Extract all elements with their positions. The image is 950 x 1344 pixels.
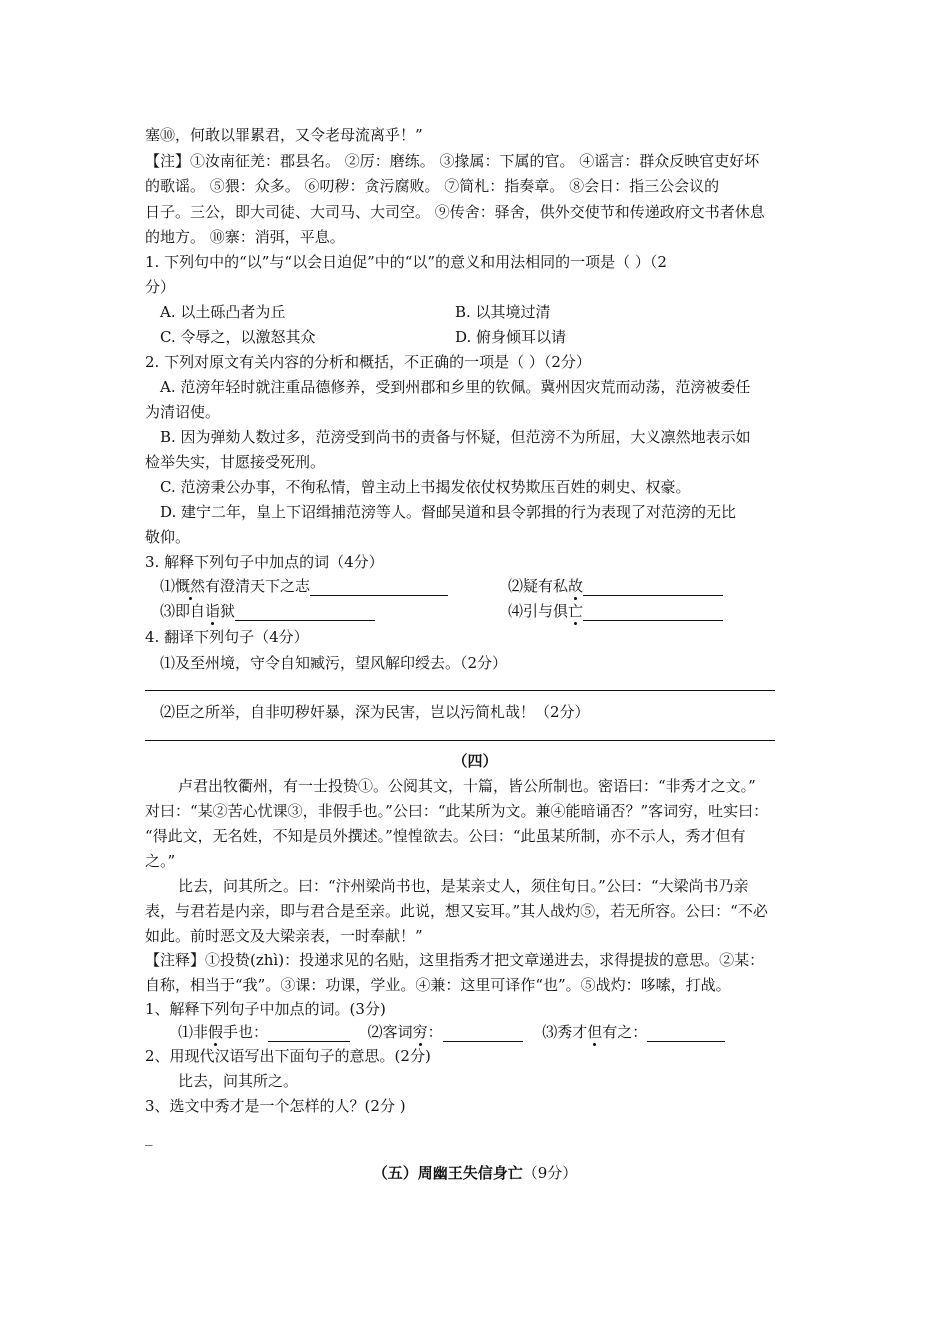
sec4-q1-items bbox=[178, 1022, 725, 1042]
item-text: 手也： bbox=[223, 1023, 269, 1041]
note-line: 日子。三公，即大司徒、大司马、大司空。 ⑨传舍：驿舍，供外交使节和传递政府文书者休息 bbox=[145, 203, 765, 221]
section-5-score: （9分） bbox=[522, 1164, 578, 1182]
q3-item-4 bbox=[508, 601, 723, 621]
q2-option-a-cont: 为清诏使。 bbox=[145, 403, 221, 421]
dotted-word: 故 bbox=[568, 577, 584, 595]
q2-option-b: B. 因为弹劾人数过多，范滂受到尚书的责备与怀疑，但范滂不为所屈，大义凛然地表示如 bbox=[160, 428, 751, 446]
q2-option-a: A. 范滂年轻时就注重品德修养，受到州郡和乡里的钦佩。冀州因灾荒而动荡，范滂被委任 bbox=[160, 378, 751, 396]
q1-option-c: C. 令辱之，以激怒其众 bbox=[160, 328, 316, 346]
sec4-question-2-stem: 2、用现代汉语写出下面句子的意思。(2分) bbox=[145, 1047, 431, 1065]
q3-item-3 bbox=[160, 601, 375, 621]
question-3-stem: 3. 解释下列句子中加点的词（4分） bbox=[145, 553, 384, 571]
note-line: 自称，相当于“我”。③课：功课，学业。④兼：这里可译作“也”。⑤战灼：哆嗦，打战。 bbox=[145, 976, 731, 994]
passage-line: “得此文，无名姓，不知是员外撰述。”惶惶欲去。公曰：“此虽某所制，亦不示人，秀才但有 bbox=[145, 827, 746, 845]
passage-line: 比去，问其所之。曰：“汴州梁尚书也，是某亲丈人，须住旬日。”公曰：“大梁尚书乃亲 bbox=[178, 877, 749, 895]
q4-sentence-1: ⑴及至州境，守令自知臧污，望风解印绶去。（2分） bbox=[160, 654, 508, 672]
item-text: ⑶秀才 bbox=[542, 1023, 588, 1041]
item-text: 有之： bbox=[602, 1023, 648, 1041]
q3-item-1 bbox=[160, 576, 448, 596]
passage-line: 表，与君若是内亲，即与君合是至亲。此说，想又妄耳。”其人战灼⑤，若无所容。公曰：“不必 bbox=[145, 902, 768, 920]
dotted-word: 穷 bbox=[412, 1023, 428, 1041]
item-text: ⑶即自 bbox=[160, 602, 206, 620]
section-5-heading bbox=[0, 1163, 950, 1183]
dotted-word: 假 bbox=[208, 1023, 224, 1041]
answer-blank[interactable] bbox=[235, 604, 375, 621]
answer-line[interactable] bbox=[145, 690, 775, 691]
passage-line: 如此。前时恶文及大梁亲表，一时奉献！” bbox=[145, 927, 423, 945]
passage-line: 塞⑩，何敢以罪累君，又令老母流离乎！” bbox=[145, 126, 423, 144]
note-line: 【注】①汝南征羌：郡县名。 ②厉：磨练。 ③掾属：下属的官。 ④谣言：群众反映官吏好坏 bbox=[145, 152, 760, 170]
q1-option-d: D. 俯身倾耳以请 bbox=[455, 328, 567, 346]
section-4-heading: （四） bbox=[452, 752, 498, 770]
answer-blank[interactable] bbox=[310, 579, 448, 596]
sec4-q2-sentence: 比去，问其所之。 bbox=[178, 1072, 299, 1090]
q2-option-d: D. 建宁二年，皇上下诏缉捕范滂等人。督邮吴道和县令郭揖的行为表现了对范滂的无比 bbox=[160, 503, 737, 521]
dotted-word: 但 bbox=[587, 1023, 603, 1041]
item-text: ⑵客词 bbox=[367, 1023, 413, 1041]
item-text: ⑴非 bbox=[178, 1023, 209, 1041]
note-line: 的地方。 ⑩寨：消弭，平息。 bbox=[145, 228, 345, 246]
question-1-stem-cont: 分） bbox=[145, 278, 176, 296]
item-text: ⑵疑有私 bbox=[508, 577, 569, 595]
q3-item-2 bbox=[508, 576, 723, 596]
answer-line[interactable] bbox=[145, 740, 775, 741]
answer-blank[interactable] bbox=[268, 1025, 350, 1042]
answer-blank[interactable] bbox=[443, 1025, 523, 1042]
answer-mark: _ bbox=[145, 1128, 153, 1146]
sec4-question-1-stem: 1、解释下列句子中加点的词。(3分) bbox=[145, 1000, 386, 1018]
question-4-stem: 4. 翻译下列句子（4分） bbox=[145, 628, 309, 646]
q2-option-d-cont: 敬仰。 bbox=[145, 528, 191, 546]
dotted-word: 亡 bbox=[568, 602, 584, 620]
passage-line: 卢君出牧衢州，有一士投贽①。公阅其文，十篇，皆公所制也。密语曰：“非秀才之文。” bbox=[178, 777, 756, 795]
note-line: 的歌谣。 ⑤猥：众多。 ⑥叨秽：贪污腐败。 ⑦简札：指奏章。 ⑧会日：指三公会议的 bbox=[145, 177, 720, 195]
q2-option-b-cont: 检举失实，甘愿接受死刑。 bbox=[145, 453, 326, 471]
item-text: 狱 bbox=[220, 602, 236, 620]
dotted-word: 诣 bbox=[205, 602, 221, 620]
question-2-stem: 2. 下列对原文有关内容的分析和概括，不正确的一项是（ ）（2分） bbox=[145, 353, 591, 371]
passage-line: 对曰：“某②苦心忧课③，非假手也。”公曰：“此某所为文。兼④能暗诵否？”客词穷，吐实曰： bbox=[145, 802, 769, 820]
question-1-stem: 1. 下列句中的“以”与“以会日迫促”中的“以”的意义和用法相同的一项是（ ）（2 bbox=[145, 253, 667, 271]
answer-blank[interactable] bbox=[583, 579, 723, 596]
item-text: ⑷引与俱 bbox=[508, 602, 569, 620]
item-number: ⑴ bbox=[160, 577, 176, 595]
answer-blank[interactable] bbox=[647, 1025, 725, 1042]
passage-line: 之。” bbox=[145, 852, 176, 870]
q1-option-b: B. 以其境过清 bbox=[455, 303, 551, 321]
q1-option-a: A. 以土砾凸者为丘 bbox=[160, 303, 286, 321]
section-5-title: （五）周幽王失信身亡 bbox=[372, 1164, 523, 1182]
q2-option-c: C. 范滂秉公办事，不徇私情，曾主动上书揭发依仗权势欺压百姓的刺史、权豪。 bbox=[160, 478, 691, 496]
q4-sentence-2: ⑵臣之所举，自非叨秽奸暴，深为民害，岂以污简札哉！（2分） bbox=[160, 703, 590, 721]
sec4-question-3-stem: 3、选文中秀才是一个怎样的人？(2分 ) bbox=[145, 1097, 406, 1115]
dotted-word: 慨然 bbox=[175, 577, 206, 595]
item-text: ： bbox=[427, 1023, 443, 1041]
answer-blank[interactable] bbox=[583, 604, 723, 621]
item-text: 有澄清天下之志 bbox=[205, 577, 311, 595]
note-line: 【注释】①投贽(zhì)：投递求见的名贴，这里指秀才把文章递进去，求得提拔的意思。②某： bbox=[145, 951, 765, 969]
